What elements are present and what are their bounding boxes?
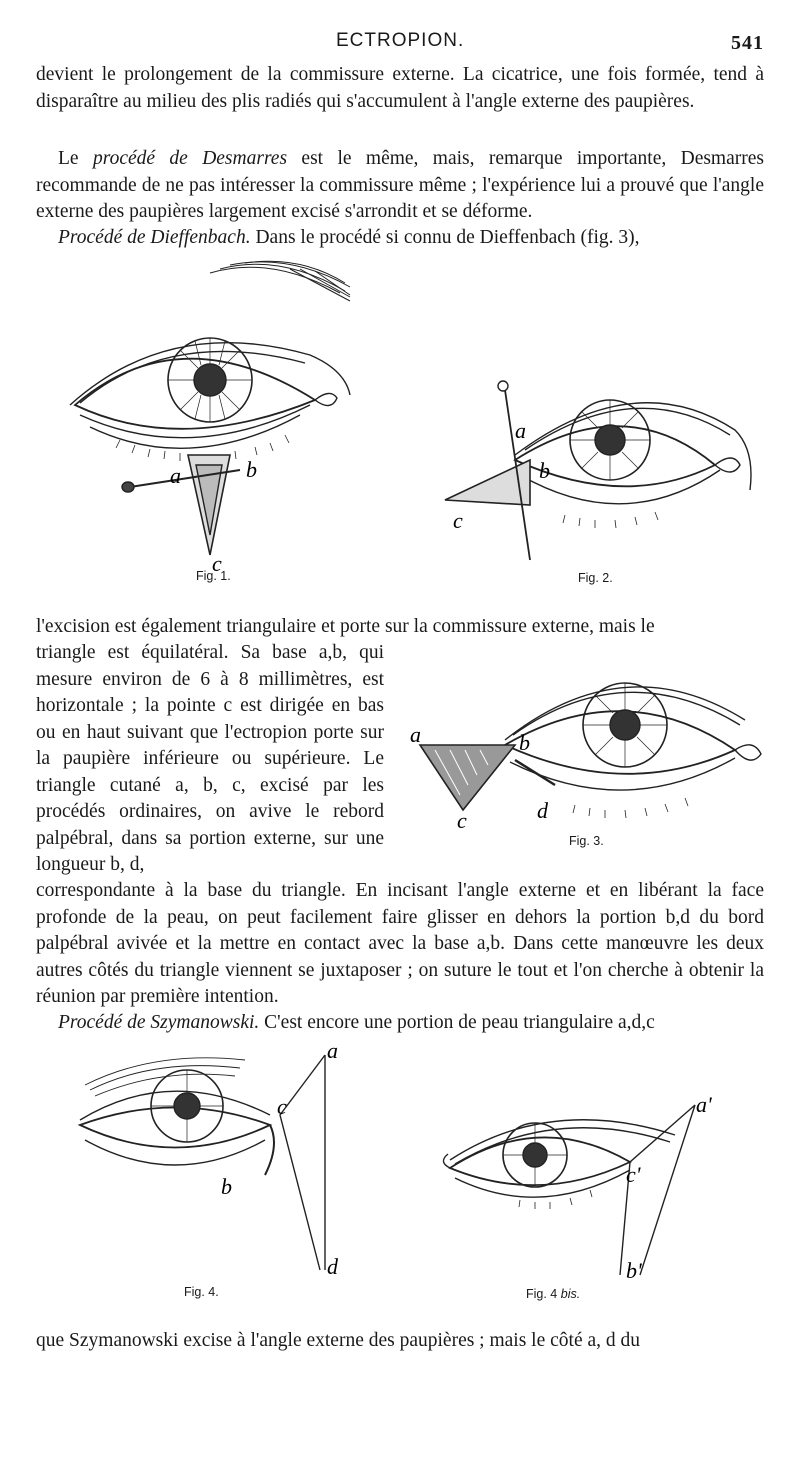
figure-1-caption: Fig. 1. xyxy=(196,569,231,583)
figure-2-illustration xyxy=(435,370,765,570)
paragraph-side-text: triangle est équilatéral. Sa base a,b, qui mesure environ de 6 à 8 millimètres, est horizontale ; la pointe c est dirigée en bas ou en haut suivant que l'ectropion porte sur la paupière inférieure ou supérieure. Le triangle cutané a, b, c, excisé par les procédés ordinaires, on avive le rebord palpébral, dans sa portion externe, sur une longueur b, d, xyxy=(36,642,384,875)
figure-label-c: c xyxy=(277,1094,287,1119)
procedure-name: procédé de Desmarres xyxy=(92,148,288,169)
figure-label-a: a xyxy=(170,463,181,488)
figure-label-c-prime: c' xyxy=(626,1162,641,1187)
paragraph-text: Dans le procédé si connu de Dieffenbach (fig. 3), xyxy=(250,227,640,248)
figure-1-illustration xyxy=(60,255,370,585)
figure-label-d: d xyxy=(327,1254,338,1279)
paragraph-text: C'est encore une portion de peau triangulaire a,d,c xyxy=(259,1012,655,1033)
caption-suffix: bis. xyxy=(560,1287,581,1301)
figure-label-a: a xyxy=(515,418,526,443)
figure-label-d: d xyxy=(537,798,548,823)
figure-label-c: c xyxy=(212,551,222,576)
figure-label-b: b xyxy=(246,457,257,482)
figure-label-c: c xyxy=(457,808,467,833)
paragraph-szymanowski xyxy=(36,1010,764,1037)
figure-label-b: b xyxy=(221,1174,232,1199)
figure-label-c: c xyxy=(453,508,463,533)
figure-4-illustration xyxy=(75,1040,365,1285)
figure-label-a: a xyxy=(410,722,421,747)
figure-label-a: a xyxy=(327,1040,338,1063)
paragraph-correspondante: correspondante à la base du triangle. En incisant l'angle externe et en libérant la face profonde de la peau, on peut facilement faire glisser en dehors la portion b,d du bord palpébral avivée et la mettre en contact avec la base a,b. Dans cette manœuvre les deux autres côtés du triangle viennent se juxtaposer ; on suture le tout et l'on cherche à obtenir la réunion par première intention. xyxy=(36,880,764,1007)
running-header xyxy=(36,30,764,56)
figure-label-a-prime: a' xyxy=(696,1092,712,1117)
figure-4bis-illustration xyxy=(430,1090,750,1285)
figure-4bis-caption xyxy=(526,1287,580,1301)
figure-3-caption: Fig. 3. xyxy=(569,834,604,848)
chapter-title: ECTROPION. xyxy=(336,30,465,51)
paragraph-desmarres xyxy=(36,146,764,226)
procedure-name: Procédé de Dieffenbach. xyxy=(58,227,251,248)
caption-text: Fig. 4 xyxy=(526,1287,561,1301)
figure-label-b-prime: b' xyxy=(626,1258,642,1283)
procedure-name: Procédé de Szymanowski. xyxy=(58,1012,260,1033)
page-number: 541 xyxy=(731,32,764,54)
figure-3-illustration xyxy=(405,650,765,840)
figure-2-caption: Fig. 2. xyxy=(578,571,613,585)
paragraph-text: Le xyxy=(58,148,93,169)
paragraph-dieffenbach xyxy=(36,225,764,252)
paragraph-text: est le même, mais, remarque importante, Desmarres recommande de ne pas intéresser la commissure même ; l'expérience lui a prouvé que l'angle externe des paupières largement excisé s'arrondit et se déforme. xyxy=(36,148,764,222)
paragraph-final: que Szymanowski excise à l'angle externe des paupières ; mais le côté a, d du xyxy=(36,1330,641,1351)
figure-label-b: b xyxy=(539,458,550,483)
paragraph-excision: l'excision est également triangulaire et porte sur la commissure externe, mais le xyxy=(36,616,655,637)
paragraph-1: devient le prolongement de la commissure externe. La cicatrice, une fois formée, tend à disparaître au milieu des plis radiés qui s'accumulent à l'angle externe des paupières. xyxy=(36,64,764,112)
figure-label-b: b xyxy=(519,730,530,755)
figure-4-caption: Fig. 4. xyxy=(184,1285,219,1299)
